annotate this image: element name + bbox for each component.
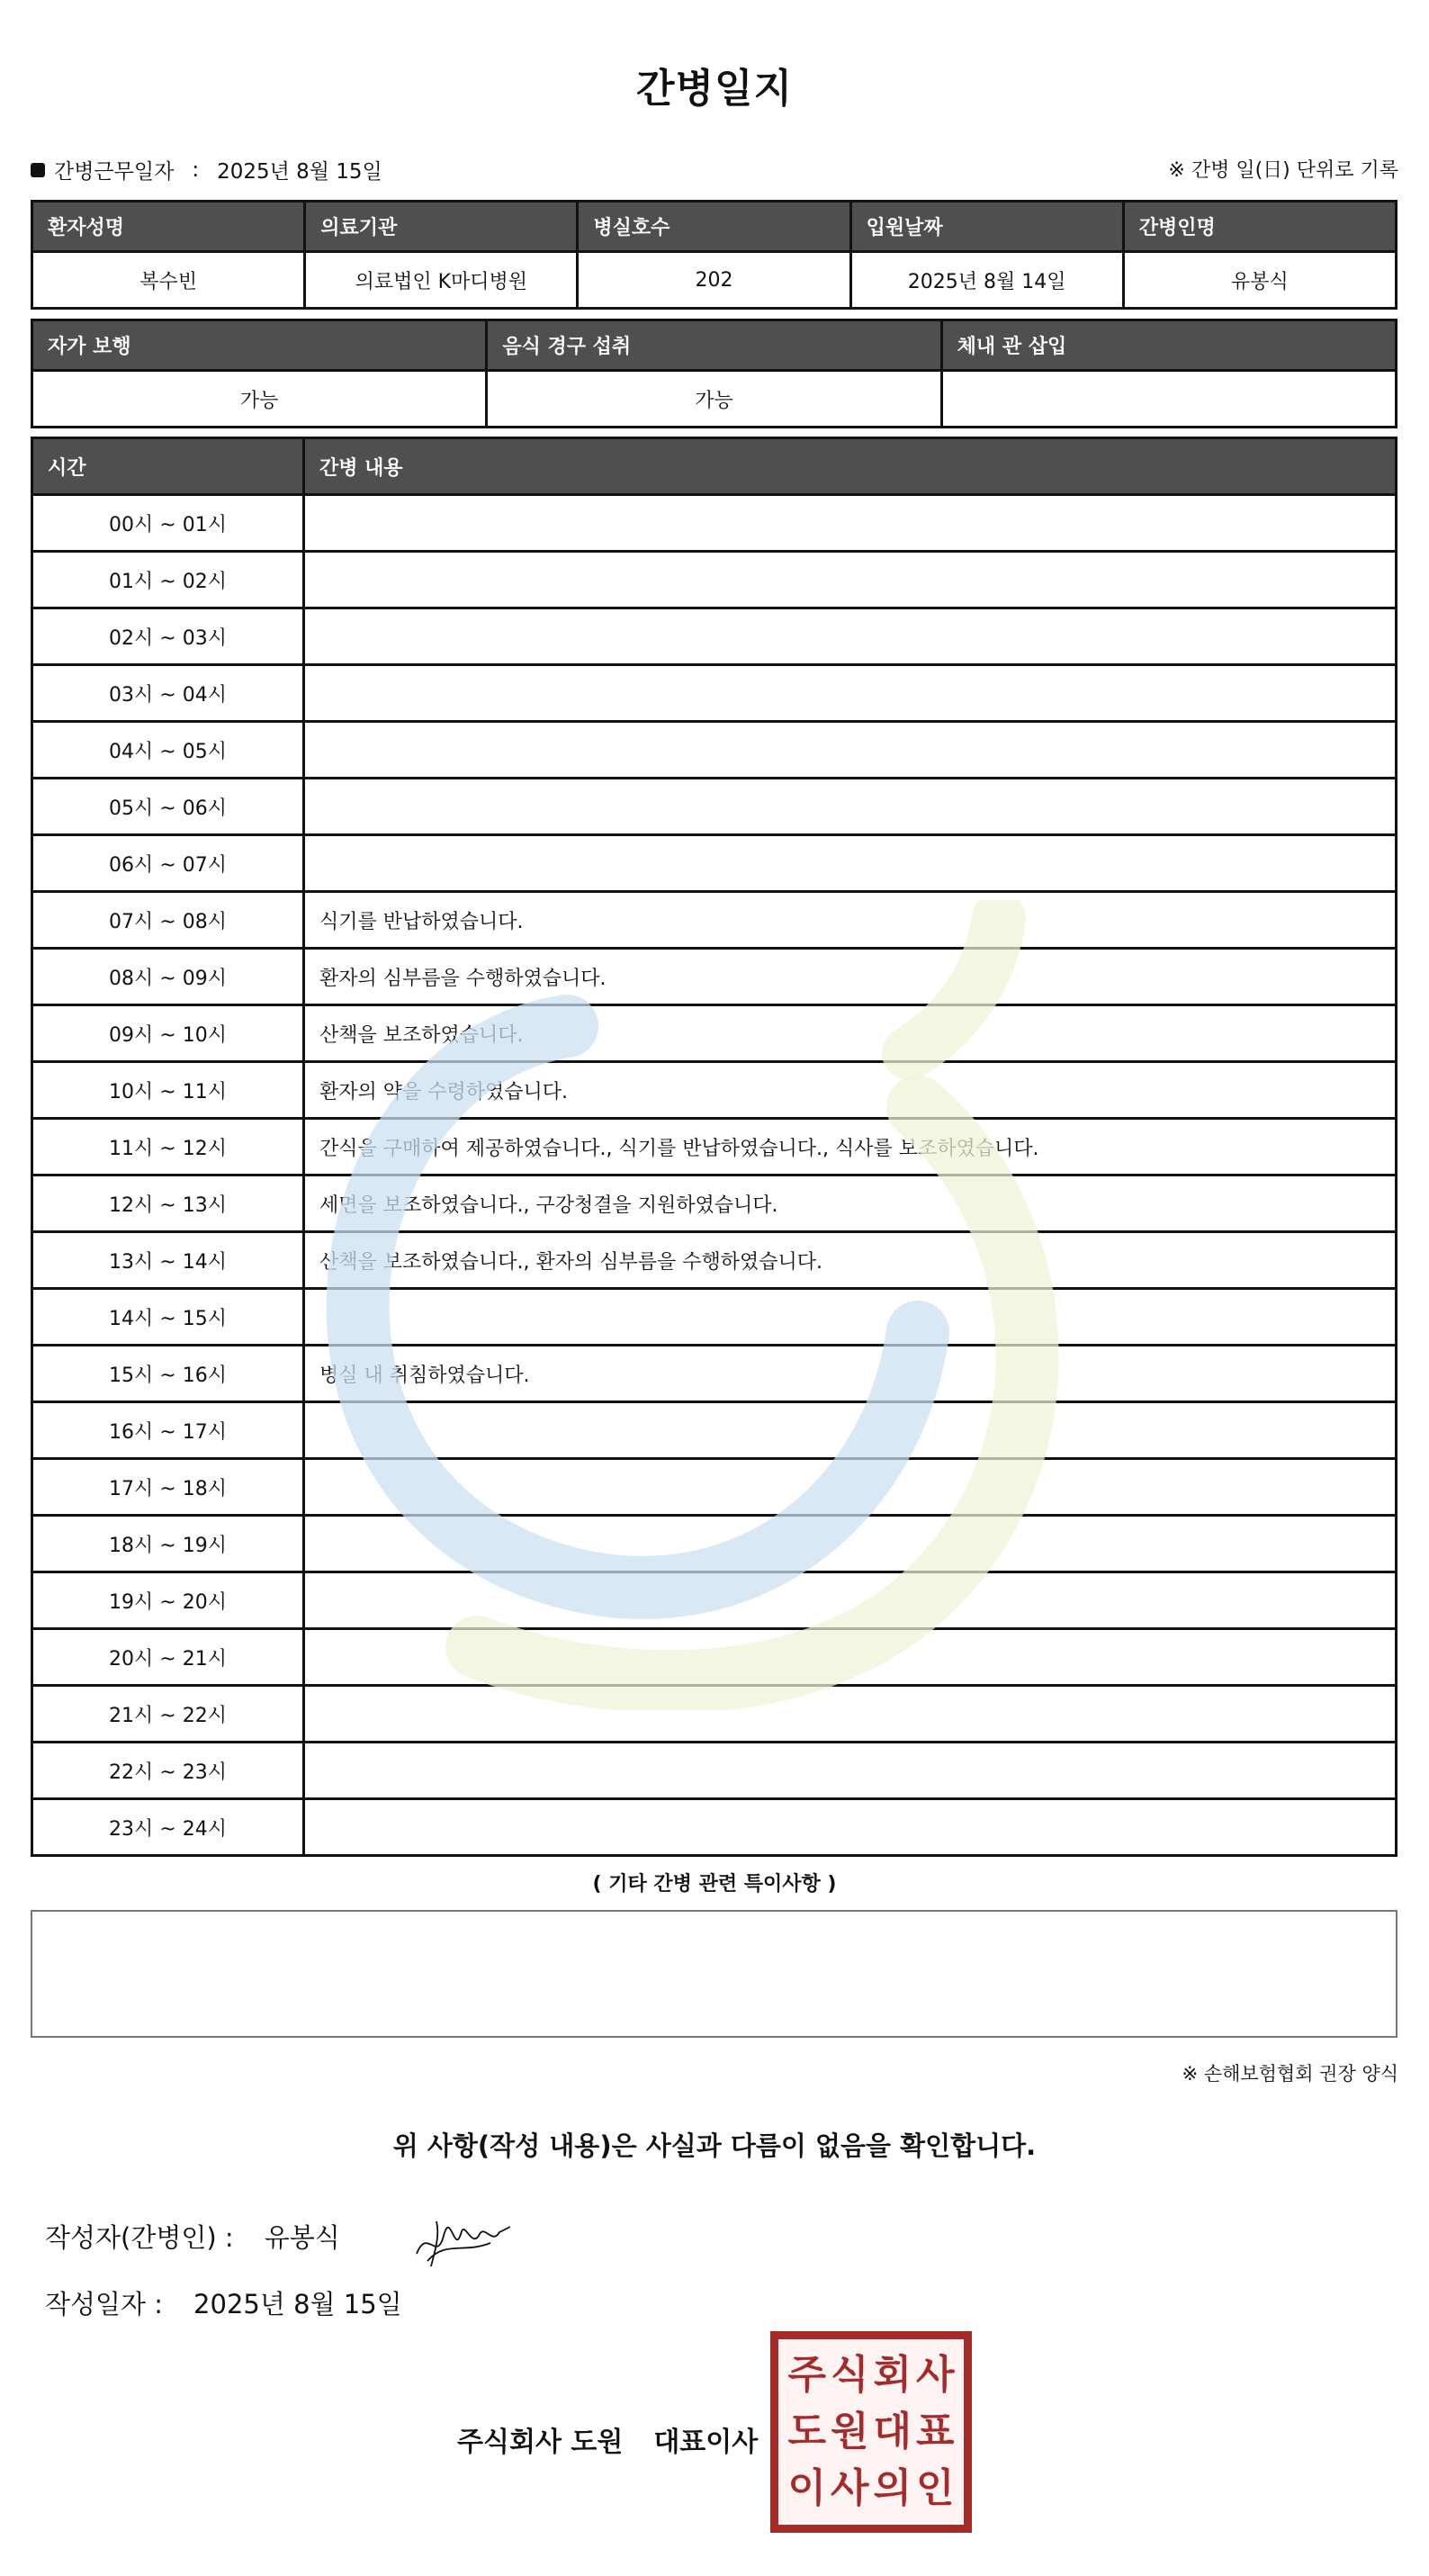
patient-status-table — [31, 319, 1398, 428]
log-time-cell: 05시 ~ 06시 — [32, 779, 304, 835]
seal-character: 원 — [830, 2408, 869, 2454]
log-time-cell: 14시 ~ 15시 — [32, 1289, 304, 1346]
log-content-cell: 산책을 보조하였습니다. — [304, 1005, 1397, 1062]
header-self-walking: 자가 보행 — [32, 320, 487, 371]
log-time-cell: 06시 ~ 07시 — [32, 835, 304, 892]
table-row — [32, 1402, 1397, 1459]
log-time-cell: 01시 ~ 02시 — [32, 552, 304, 608]
log-content-cell — [304, 1743, 1397, 1799]
table-row — [32, 1799, 1397, 1856]
tube-insertion-value — [941, 371, 1396, 428]
table-row — [32, 1062, 1397, 1119]
table-row — [32, 1119, 1397, 1175]
table-row — [32, 835, 1397, 892]
table-row — [32, 722, 1397, 779]
writer-name: 유봉식 — [264, 2222, 340, 2253]
header-oral-intake: 음식 경구 섭취 — [487, 320, 941, 371]
log-time-cell: 04시 ~ 05시 — [32, 722, 304, 779]
log-time-cell: 13시 ~ 14시 — [32, 1232, 304, 1289]
written-date-label: 작성일자 : — [45, 2289, 164, 2319]
table-row — [32, 552, 1397, 608]
table-row — [32, 1232, 1397, 1289]
seal-character: 대 — [873, 2408, 912, 2454]
work-date-colon: : — [192, 158, 200, 182]
seal-character: 회 — [873, 2351, 912, 2398]
oral-intake-value: 가능 — [487, 371, 941, 428]
seal-character: 이 — [787, 2465, 826, 2512]
company-name: 주식회사 도원 — [457, 2427, 624, 2458]
log-time-cell: 23시 ~ 24시 — [32, 1799, 304, 1856]
seal-character: 도 — [787, 2408, 826, 2454]
log-content-cell — [304, 1799, 1397, 1856]
header-hospital: 의료기관 — [305, 202, 578, 252]
header-admission-date: 입원날짜 — [850, 202, 1123, 252]
written-date-value: 2025년 8월 15일 — [193, 2289, 402, 2319]
log-content-cell — [304, 495, 1397, 552]
hospital-name: 의료법인 K마디병원 — [305, 252, 578, 309]
table-row — [32, 1629, 1397, 1686]
company-signature-line — [457, 2419, 758, 2459]
table-row — [32, 949, 1397, 1005]
log-content-cell — [304, 1402, 1397, 1459]
header-tube-insertion: 체내 관 삽입 — [941, 320, 1396, 371]
seal-character: 주 — [787, 2351, 826, 2398]
log-content-cell — [304, 1629, 1397, 1686]
log-content-cell — [304, 722, 1397, 779]
log-content-cell — [304, 1459, 1397, 1516]
log-content-cell — [304, 779, 1397, 835]
table-row — [32, 1175, 1397, 1232]
bullet-square-icon — [31, 163, 45, 177]
table-row — [32, 495, 1397, 552]
notes-box — [31, 1910, 1398, 2038]
log-content-cell: 환자의 심부름을 수행하였습니다. — [304, 949, 1397, 1005]
caregiver-name: 유봉식 — [1123, 252, 1396, 309]
log-content-cell — [304, 665, 1397, 722]
log-content-cell — [304, 552, 1397, 608]
log-time-cell: 08시 ~ 09시 — [32, 949, 304, 1005]
log-time-cell: 18시 ~ 19시 — [32, 1516, 304, 1572]
table-row — [32, 1005, 1397, 1062]
log-time-cell: 12시 ~ 13시 — [32, 1175, 304, 1232]
log-time-cell: 00시 ~ 01시 — [32, 495, 304, 552]
unit-note: ※ 간병 일(日) 단위로 기록 — [1168, 159, 1398, 182]
log-time-cell: 17시 ~ 18시 — [32, 1459, 304, 1516]
log-content-cell — [304, 1516, 1397, 1572]
table-row — [32, 892, 1397, 949]
header-time: 시간 — [32, 438, 304, 495]
care-log-table — [31, 437, 1398, 1857]
seal-character: 사 — [830, 2465, 869, 2512]
table-row — [32, 608, 1397, 665]
table-row — [32, 665, 1397, 722]
log-time-cell: 16시 ~ 17시 — [32, 1402, 304, 1459]
log-content-cell — [304, 1289, 1397, 1346]
work-date-label: 간병근무일자 — [54, 160, 175, 184]
log-content-cell — [304, 835, 1397, 892]
company-seal-stamp — [770, 2331, 972, 2533]
log-content-cell: 세면을 보조하였습니다., 구강청결을 지원하였습니다. — [304, 1175, 1397, 1232]
log-time-cell: 07시 ~ 08시 — [32, 892, 304, 949]
log-content-cell — [304, 1572, 1397, 1629]
table-row — [32, 1459, 1397, 1516]
self-walking-value: 가능 — [32, 371, 487, 428]
seal-character: 표 — [915, 2408, 955, 2454]
log-content-cell: 병실 내 취침하였습니다. — [304, 1346, 1397, 1402]
log-content-cell: 간식을 구매하여 제공하였습니다., 식기를 반납하였습니다., 식사를 보조하였습니다. — [304, 1119, 1397, 1175]
log-time-cell: 02시 ~ 03시 — [32, 608, 304, 665]
source-note: ※ 손해보험협회 권장 양식 — [1182, 2063, 1398, 2085]
table-row — [32, 1686, 1397, 1743]
writer-row — [45, 2218, 340, 2255]
header-caregiver-name: 간병인명 — [1123, 202, 1396, 252]
log-time-cell: 11시 ~ 12시 — [32, 1119, 304, 1175]
admission-date: 2025년 8월 14일 — [850, 252, 1123, 309]
log-time-cell: 09시 ~ 10시 — [32, 1005, 304, 1062]
written-date-row — [45, 2284, 402, 2321]
log-content-cell — [304, 608, 1397, 665]
log-time-cell: 20시 ~ 21시 — [32, 1629, 304, 1686]
work-date-value: 2025년 8월 15일 — [217, 160, 382, 184]
log-time-cell: 22시 ~ 23시 — [32, 1743, 304, 1799]
table-row — [32, 779, 1397, 835]
log-content-cell — [304, 1686, 1397, 1743]
signature-image — [409, 2209, 517, 2272]
log-time-cell: 19시 ~ 20시 — [32, 1572, 304, 1629]
writer-label: 작성자(간병인) : — [45, 2222, 234, 2253]
log-time-cell: 15시 ~ 16시 — [32, 1346, 304, 1402]
work-date-row — [31, 155, 382, 185]
log-time-cell: 21시 ~ 22시 — [32, 1686, 304, 1743]
seal-character: 의 — [873, 2465, 912, 2512]
room-number: 202 — [578, 252, 850, 309]
log-content-cell: 식기를 반납하였습니다. — [304, 892, 1397, 949]
header-room-number: 병실호수 — [578, 202, 850, 252]
patient-name: 복수빈 — [32, 252, 305, 309]
log-content-cell: 산책을 보조하였습니다., 환자의 심부름을 수행하였습니다. — [304, 1232, 1397, 1289]
patient-info-table — [31, 200, 1398, 310]
seal-character: 사 — [915, 2351, 955, 2398]
seal-character: 식 — [830, 2351, 869, 2398]
header-care-content: 간병 내용 — [304, 438, 1397, 495]
table-row — [32, 1346, 1397, 1402]
table-row — [32, 1743, 1397, 1799]
document-title: 간병일지 — [635, 66, 793, 112]
log-time-cell: 10시 ~ 11시 — [32, 1062, 304, 1119]
notes-title: ( 기타 간병 관련 특이사항 ) — [592, 1873, 837, 1896]
log-time-cell: 03시 ~ 04시 — [32, 665, 304, 722]
company-role: 대표이사 — [653, 2427, 759, 2458]
log-content-cell: 환자의 약을 수령하였습니다. — [304, 1062, 1397, 1119]
header-patient-name: 환자성명 — [32, 202, 305, 252]
table-row — [32, 1516, 1397, 1572]
table-row — [32, 1289, 1397, 1346]
confirmation-statement: 위 사항(작성 내용)은 사실과 다름이 없음을 확인합니다. — [392, 2130, 1037, 2161]
seal-character: 인 — [915, 2465, 955, 2512]
table-row — [32, 1572, 1397, 1629]
